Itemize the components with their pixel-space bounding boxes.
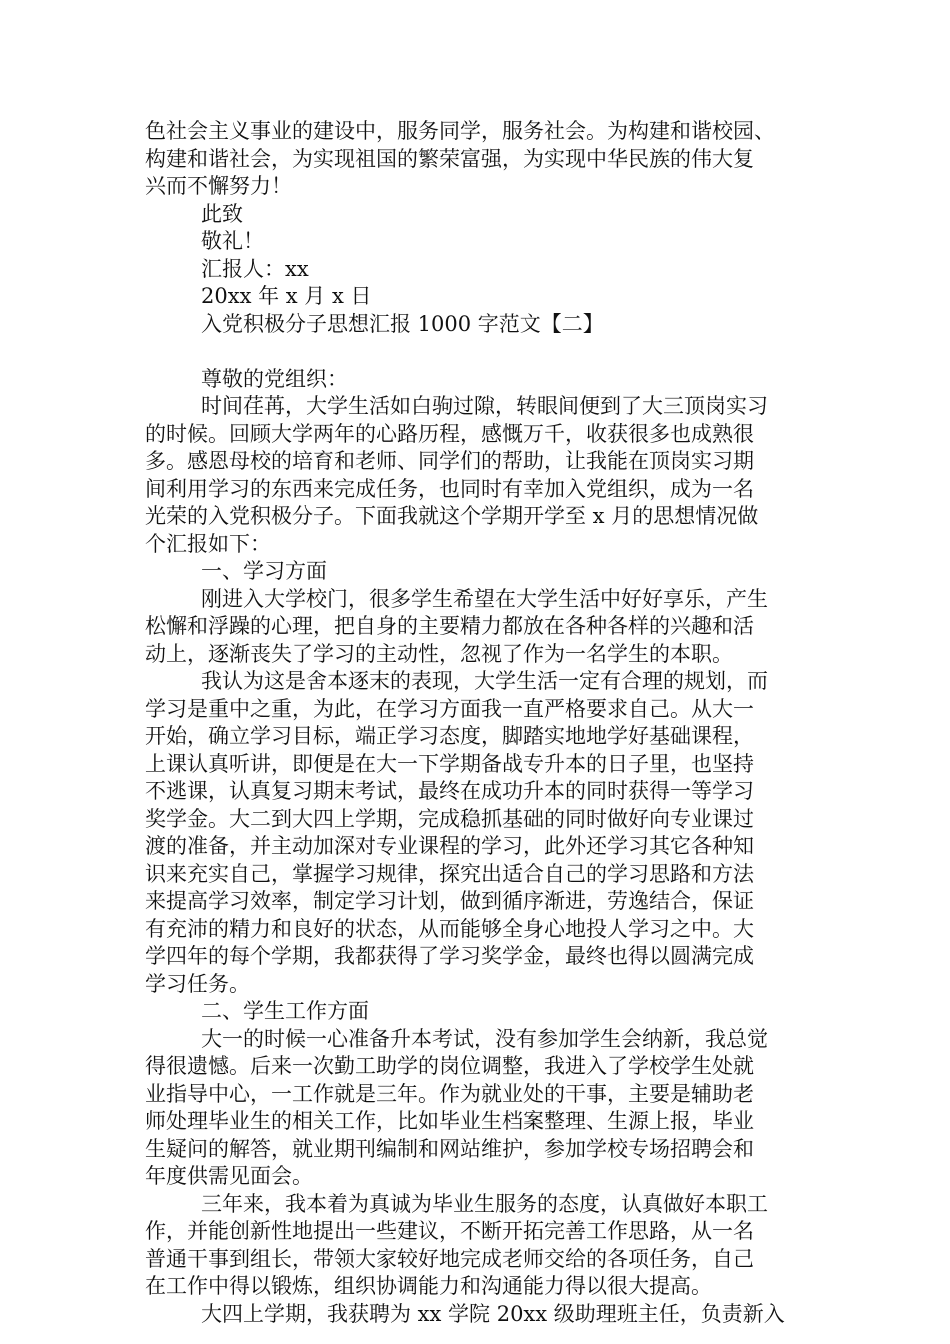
- text-line: 生疑问的解答，就业期刊编制和网站维护，参加学校专场招聘会和: [145, 1136, 754, 1161]
- text-line: 一、学习方面: [201, 559, 327, 583]
- text-line: 在工作中得以锻炼，组织协调能力和沟通能力得以很大提高。: [145, 1274, 712, 1298]
- text-line: 年度供需见面会。: [145, 1164, 313, 1188]
- text-line: 不逃课，认真复习期末考试，最终在成功升本的同时获得一等学习: [145, 779, 754, 803]
- text-line: 业指导中心，一工作就是三年。作为就业处的干事，主要是辅助老: [145, 1081, 754, 1106]
- text-line: 学习是重中之重，为此，在学习方面我一直严格要求自己。从大一: [145, 696, 754, 721]
- text-line: 渡的准备，并主动加深对专业课程的学习，此外还学习其它各种知: [145, 834, 754, 858]
- text-line: 上课认真听讲，即便是在大一下学期备战专升本的日子里，也坚持: [145, 751, 754, 776]
- text-line: 个汇报如下：: [145, 531, 271, 556]
- text-line: 的时候。回顾大学两年的心路历程，感慨万千，收获很多也成熟很: [145, 421, 754, 446]
- text-line: 开始，确立学习目标，端正学习态度，脚踏实地地学好基础课程，: [145, 724, 754, 748]
- text-line: 来提高学习效率，制定学习计划，做到循序渐进，劳逸结合，保证: [145, 889, 754, 913]
- text-line: 时间荏苒，大学生活如白驹过隙，转眼间便到了大三顶岗实习: [201, 394, 768, 418]
- text-line: 学四年的每个学期，我都获得了学习奖学金，最终也得以圆满完成: [145, 944, 754, 968]
- blank-line: [145, 338, 813, 366]
- text-line: 色社会主义事业的建设中，服务同学，服务社会。为构建和谐校园、: [145, 119, 775, 143]
- text-line: 作，并能创新性地提出一些建议，不断开拓完善工作思路，从一名: [145, 1219, 754, 1243]
- text-line: 此致: [201, 201, 243, 226]
- text-line: 识来充实自己，掌握学习规律，探究出适合自己的学习思路和方法: [145, 861, 754, 886]
- text-line: 松懈和浮躁的心理，把自身的主要精力都放在各种各样的兴趣和活: [145, 614, 754, 638]
- text-line: 奖学金。大二到大四上学期，完成稳抓基础的同时做好向专业课过: [145, 806, 754, 831]
- text-line: 有充沛的精力和良好的状态，从而能够全身心地投人学习之中。大: [145, 916, 754, 941]
- text-line: 大四上学期，我获聘为 xx 学院 20xx 级助理班主任，负责新入: [201, 1301, 785, 1326]
- text-line: 大一的时候一心准备升本考试，没有参加学生会纳新，我总觉: [201, 1026, 768, 1051]
- text-line: 入党积极分子思想汇报 1000 字范文【二】: [201, 311, 604, 336]
- text-line: 三年来，我本着为真诚为毕业生服务的态度，认真做好本职工: [201, 1191, 768, 1216]
- text-line: 兴而不懈努力！: [145, 174, 292, 198]
- text-line: 二、学生工作方面: [201, 999, 369, 1023]
- document-page: [145, 118, 813, 1328]
- text-line: 学习任务。: [145, 971, 250, 996]
- text-line: 普通干事到组长，带领大家较好地完成老师交给的各项任务，自己: [145, 1246, 754, 1271]
- text-line: 动上，逐渐丧失了学习的主动性，忽视了作为一名学生的本职。: [145, 641, 733, 666]
- text-line: 刚进入大学校门，很多学生希望在大学生活中好好享乐，产生: [201, 586, 768, 611]
- text-line: 间利用学习的东西来完成任务，也同时有幸加入党组织，成为一名: [145, 476, 754, 501]
- text-line: 汇报人：xx: [201, 256, 309, 281]
- text-line: 师处理毕业生的相关工作，比如毕业生档案整理、生源上报，毕业: [145, 1109, 754, 1133]
- text-line: 20xx 年 x 月 x 日: [201, 284, 372, 308]
- text-line: 多。感恩母校的培育和老师、同学们的帮助，让我能在顶岗实习期: [145, 449, 754, 473]
- text-line: 构建和谐社会，为实现祖国的繁荣富强，为实现中华民族的伟大复: [145, 146, 754, 171]
- text-line: 敬礼！: [201, 229, 264, 253]
- text-line: 得很遗憾。后来一次勤工助学的岗位调整，我进入了学校学生处就: [145, 1054, 754, 1078]
- text-line: 我认为这是舍本逐末的表现，大学生活一定有合理的规划，而: [201, 669, 768, 693]
- text-line: 光荣的入党积极分子。下面我就这个学期开学至 x 月的思想情况做: [145, 504, 759, 528]
- text-line: 尊敬的党组织：: [201, 366, 348, 391]
